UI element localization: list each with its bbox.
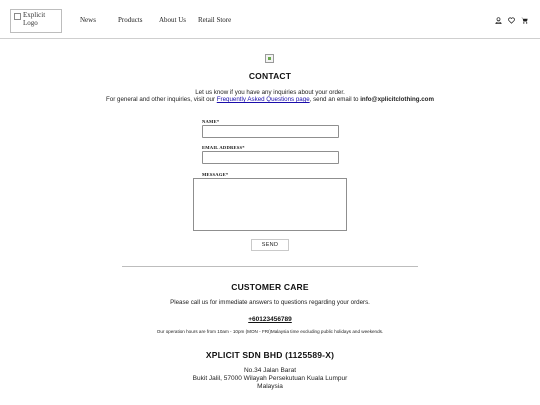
header-icons	[495, 17, 528, 24]
logo-alt-text: Explicit Logo	[23, 11, 46, 27]
faq-link[interactable]: Frequently Asked Questions page	[216, 96, 310, 103]
contact-image	[265, 54, 274, 63]
intro-prefix: For general and other inquiries, visit our	[106, 96, 217, 103]
address-line-3: Malaysia	[257, 383, 283, 390]
email-label: EMAIL ADDRESS*	[202, 145, 245, 150]
intro-mid: , send an email to	[309, 96, 361, 103]
section-divider	[122, 266, 418, 267]
customer-care-text: Please call us for immediate answers to questions regarding your orders.	[170, 299, 370, 306]
phone-number	[0, 316, 540, 323]
contact-title: CONTACT	[248, 71, 292, 81]
heart-icon[interactable]	[508, 17, 515, 24]
send-button[interactable]: SEND	[251, 239, 289, 251]
company-name: XPLICIT SDN BHD (1125589-X)	[205, 350, 335, 360]
name-label: NAME*	[202, 119, 220, 124]
nav-item-retail-store[interactable]: Retail Store	[198, 16, 232, 24]
phone-link[interactable]: +60123456789	[248, 316, 292, 323]
cart-icon[interactable]	[521, 17, 528, 24]
nav-item-news[interactable]: News	[80, 16, 96, 24]
email-field[interactable]	[202, 151, 339, 164]
address-line-2: Bukit Jalil, 57000 Wilayah Persekutuan Kuala Lumpur	[192, 375, 348, 382]
message-label: MESSAGE*	[202, 172, 229, 177]
name-field[interactable]	[202, 125, 339, 138]
contact-intro-line-1: Let us know if you have any inquiries about your order.	[195, 89, 345, 96]
message-field[interactable]	[193, 178, 347, 231]
user-icon[interactable]	[495, 17, 502, 24]
operation-hours: Our operation hours are from 10am - 10pm (MON - FRI)Malaysia time excluding public holidays and weekends.	[156, 329, 384, 334]
nav-item-products[interactable]: Products	[118, 16, 143, 24]
contact-email: info@xplicitclothing.com	[360, 96, 434, 103]
site-logo[interactable]	[10, 9, 62, 33]
address-line-1: No.34 Jalan Barat	[243, 367, 297, 374]
nav-item-about-us[interactable]: About Us	[159, 16, 187, 24]
contact-intro-line-2	[0, 96, 540, 103]
customer-care-title: CUSTOMER CARE	[231, 282, 309, 292]
broken-image-icon	[14, 13, 21, 20]
site-header	[0, 0, 540, 39]
